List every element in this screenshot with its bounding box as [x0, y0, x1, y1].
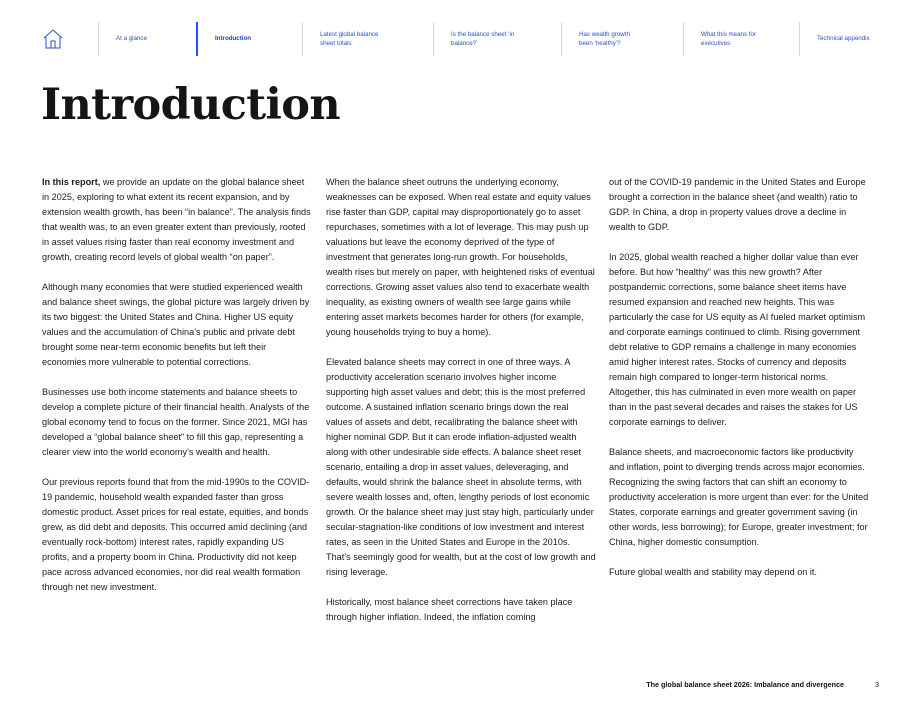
text-column-1 [42, 175, 312, 610]
top-navigation [0, 0, 920, 80]
nav-item-has-wealth-growth-been-healthy[interactable]: Has wealth growth been ‘healthy’? [561, 22, 683, 56]
footer-report-title: The global balance sheet 2026: Imbalance and divergence [646, 680, 844, 689]
paragraph: In this report, we provide an update on the global balance sheet in 2025, exploring to what extent its recent expansion, and by extension wealth growth, has been “in balance”. The analysis finds that wealth was, to an even greater extent than previously, rooted in asset values rising faster than real economy investment and growth, creating record levels of global wealth “on paper”. [42, 177, 311, 262]
nav-item-is-balance-sheet-in-balance[interactable]: Is the balance sheet ‘in balance?’ [433, 22, 561, 56]
nav-item-at-a-glance[interactable]: At a glance [98, 22, 196, 56]
nav-item-latest-global-balance-sheet-totals[interactable]: Latest global balance sheet totals [302, 22, 433, 56]
paragraph: In 2025, global wealth reached a higher dollar value than ever before. But how “healthy” was this new growth? After postpandemic corrections, some balance sheet items have resumed expansion and reached new heights. This was particularly the case for US equity as AI fueled market optimism and corporate earnings continued to climb. Rising government debt relative to GDP remains a challenge in many economies amid higher interest rates. Stocks of currency and deposits remain high compared to longer-term historical norms. Altogether, this has culminated in even more wealth on paper than in the past several decades and raises the stakes for US corporate earnings to deliver. [609, 252, 866, 427]
paragraph: Businesses use both income statements and balance sheets to develop a complete picture of their financial health. Analysts of the global economy tend to focus on the former. Since 2021, MGI has developed a “global balance sheet” to fill this gap, representing a clearer view into the world economy’s wealth and health. [42, 387, 310, 457]
nav-item-introduction[interactable]: Introduction [196, 22, 302, 56]
text-column-2 [326, 175, 596, 640]
text-column-3 [609, 175, 871, 595]
paragraph: Although many economies that were studied experienced wealth and balance sheet swings, the global picture was largely driven by its two biggest: the United States and China. Higher US equity values and the accumulation of China’s public and private debt brought some near-term economic benefits but left their economies more vulnerable to potential corrections. [42, 282, 310, 367]
paragraph: Future global wealth and stability may depend on it. [609, 567, 817, 577]
paragraph: When the balance sheet outruns the underlying economy, weaknesses can be exposed. When real estate and equity values rise faster than GDP, capital may disproportionately go to asset repurchases, sometimes with a lot of leverage. This may push up valuations but leave the economy deprived of the type of investment that generates long-run growth. For households, wealth rises but merely on paper, with heightened risks of eventual corrections. Growing asset values also tend to exacerbate wealth inequality, as existing owners of wealth see large gains while entering asset markets becomes harder for others (for example, young households trying to buy a home). [326, 177, 595, 337]
home-icon[interactable] [42, 28, 64, 50]
paragraph: Our previous reports found that from the mid-1990s to the COVID-19 pandemic, household wealth expanded faster than gross domestic product. Asset prices for real estate, equities, and bonds grew, as did debt and deposits. This occurred amid declining (and eventually rock-bottom) interest rates, rapidly expanding US profits, and a property boom in China. Productivity did not keep pace across advanced economies, nor did real wealth formation through net new investment. [42, 477, 310, 592]
paragraph: Historically, most balance sheet corrections have taken place through higher inflation. Indeed, the inflation coming [326, 597, 573, 622]
lead-in: In this report, [42, 177, 101, 187]
page-number: 3 [875, 680, 879, 689]
nav-item-technical-appendix[interactable]: Technical appendix [799, 22, 889, 56]
page-title: Introduction [41, 80, 341, 130]
paragraph: out of the COVID-19 pandemic in the United States and Europe brought a correction in the balance sheet (and wealth) ratio to GDP. In China, a drop in property values drove a decline in wealth to GDP. [609, 177, 866, 232]
paragraph: Balance sheets, and macroeconomic factors like productivity and inflation, point to diverging trends across major economies. Recognizing the swing factors that can shift an economy to productivity acceleration is more urgent than ever: for the United States, corporate earnings and greater government saving (in other words, less borrowing); for Europe, greater investment; for China, higher domestic consumption. [609, 447, 869, 547]
nav-item-what-this-means-for-executives[interactable]: What this means for executives [683, 22, 799, 56]
paragraph: Elevated balance sheets may correct in one of three ways. A productivity acceleration scenario involves higher income supporting high asset values and debt; this is the most preferred outcome. A sustained inflation scenario brings down the real values of assets and debt, recalibrating the balance sheet with higher nominal GDP. But it can erode inflation-adjusted wealth along with other undesirable side effects. A balance sheet reset scenario, entailing a drop in asset values, deleveraging, and defaults, would shrink the balance sheet in absolute terms, with severe wealth losses and, often, lengthy periods of lost economic growth. Or the balance sheet may just stay high, particularly under secular-stagnation-like conditions of low investment and interest rates, as seen in the United States and Europe in the 2010s. That’s seemingly good for wealth, but at the cost of low growth and rising leverage. [326, 357, 596, 577]
